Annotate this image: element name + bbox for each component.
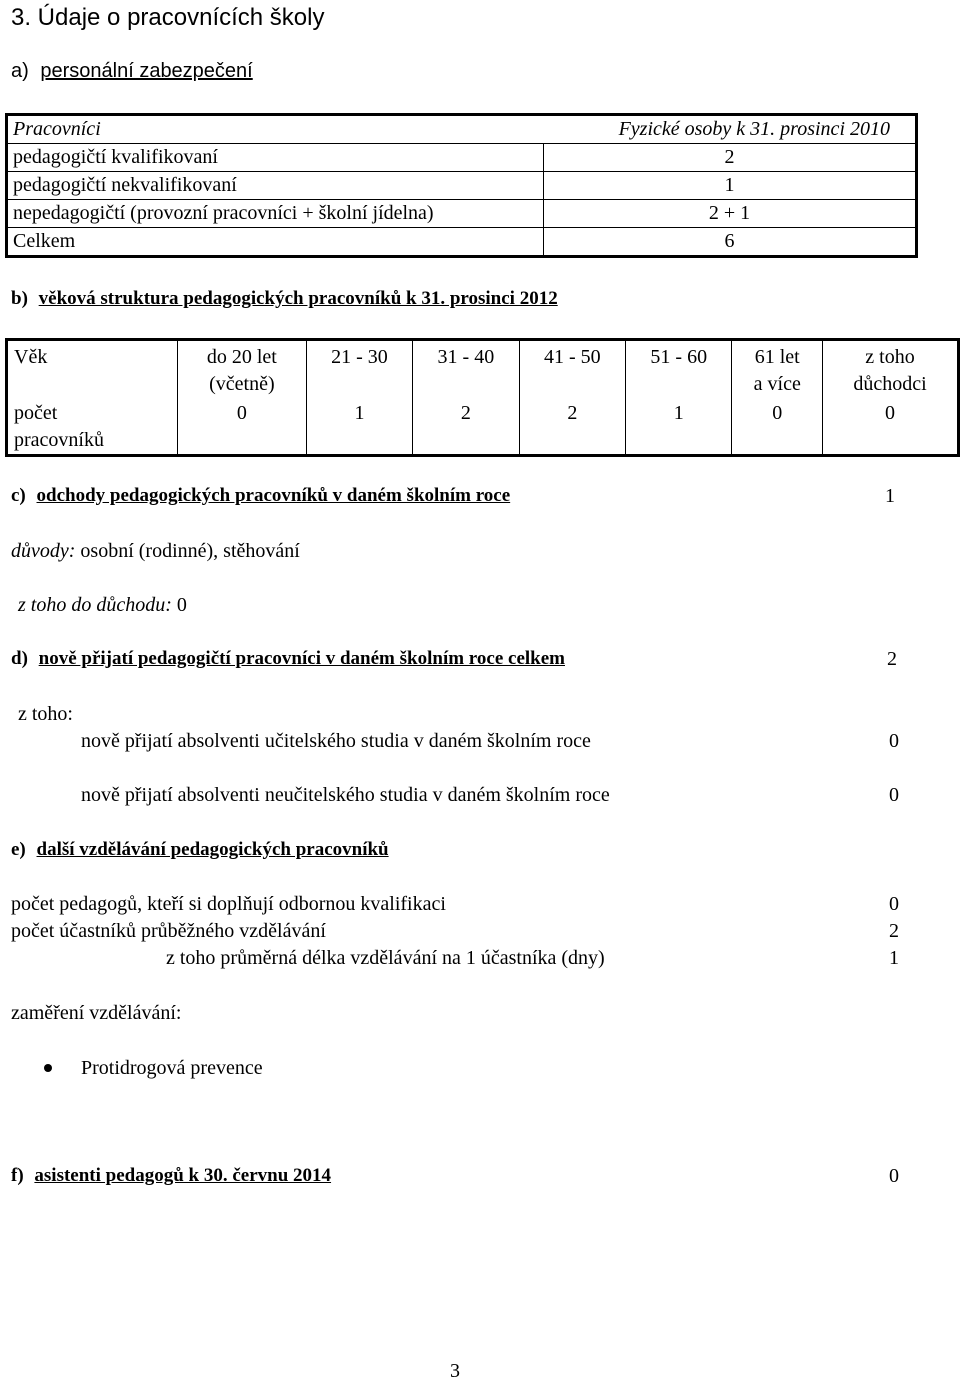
list-item-value: 0 [889,784,899,806]
age-header-cell: do 20 let (včetně) [178,340,307,401]
age-value-cell: 0 [732,400,823,456]
age-header-cell: 41 - 50 [519,340,625,401]
age-table-header [7,340,959,401]
staff-row-value: 1 [544,172,917,200]
section-d-title: nově přijatí pedagogičtí pracovníci v daném školním roce celkem [38,648,565,669]
retire-label: z toho do důchodu: [18,594,172,616]
age-header-cell: 61 let a více [732,340,823,401]
education-value: 0 [889,893,899,915]
age-value-cell: 2 [519,400,625,456]
section-d-label: d) [11,648,28,669]
staff-row-label: Celkem [7,228,544,257]
age-table-values [7,400,959,456]
bullet-icon [44,1064,52,1072]
section-f-title: asistenti pedagogů k 30. červnu 2014 [34,1165,332,1186]
age-row-label: Věk [7,340,178,401]
education-line: počet účastníků průběžného vzdělávání [11,920,326,942]
age-value-cell: 1 [306,400,412,456]
section-d-heading [11,648,565,670]
retire-value: 0 [176,594,187,616]
education-value: 1 [889,947,899,969]
education-value: 2 [889,920,899,942]
staff-row-value: 2 + 1 [544,200,917,228]
table-row [7,172,917,200]
staff-header-workers: Pracovníci [7,115,544,144]
reasons-line [11,540,300,563]
staff-table [5,113,918,258]
staff-row-value: 6 [544,228,917,257]
staff-row-label: pedagogičtí nekvalifikovaní [7,172,544,200]
section-f-heading [11,1165,331,1187]
section-c-label: c) [11,485,26,506]
age-value-cell: 0 [178,400,307,456]
section-a-title: personální zabezpečení [40,60,253,82]
section-e-heading [11,839,389,861]
staff-header-persons: Fyzické osoby k 31. prosinci 2010 [544,115,917,144]
section-c-value: 1 [885,485,895,507]
age-table [5,338,960,457]
reasons-text: osobní (rodinné), stěhování [80,540,300,562]
education-line: z toho průměrná délka vzdělávání na 1 účastníka (dny) [166,947,605,969]
reasons-label: důvody: [11,540,76,562]
age-value-cell: 0 [823,400,959,456]
count-row-label: počet pracovníků [7,400,178,456]
section-e-title: další vzdělávání pedagogických pracovníků [36,839,389,860]
age-header-cell: 31 - 40 [413,340,519,401]
section-f-label: f) [11,1165,24,1186]
age-value-cell: 2 [413,400,519,456]
age-header-cell: 21 - 30 [306,340,412,401]
age-header-cell: 51 - 60 [626,340,732,401]
age-value-cell: 1 [626,400,732,456]
focus-label: zaměření vzdělávání: [11,1002,182,1024]
page-number: 3 [450,1360,460,1382]
of-which-label: z toho: [18,703,73,725]
table-row [7,228,917,257]
list-item-value: 0 [889,730,899,752]
section-a-heading [11,60,253,83]
section-b-title: věková struktura pedagogických pracovníků k 31. prosinci 2012 [38,288,558,309]
staff-row-label: pedagogičtí kvalifikovaní [7,144,544,172]
list-item: nově přijatí absolventi učitelského studia v daném školním roce [81,730,591,752]
section-c-heading [11,485,510,507]
section-b-label: b) [11,288,28,309]
table-row [7,200,917,228]
retire-line [18,594,187,617]
staff-row-label: nepedagogičtí (provozní pracovníci + školní jídelna) [7,200,544,228]
list-item: nově přijatí absolventi neučitelského studia v daném školním roce [81,784,610,806]
age-header-cell: z toho důchodci [823,340,959,401]
staff-table-header [7,115,917,144]
section-d-value: 2 [887,648,897,670]
section-c-title: odchody pedagogických pracovníků v daném školním roce [36,485,511,506]
staff-row-value: 2 [544,144,917,172]
list-item: Protidrogová prevence [81,1057,263,1079]
education-line: počet pedagogů, kteří si doplňují odbornou kvalifikaci [11,893,446,915]
section-f-value: 0 [889,1165,899,1187]
table-row [7,144,917,172]
section-e-label: e) [11,839,26,860]
page-heading: 3. Údaje o pracovnících školy [11,4,325,31]
section-b-heading [11,288,558,310]
section-a-label: a) [11,60,29,82]
